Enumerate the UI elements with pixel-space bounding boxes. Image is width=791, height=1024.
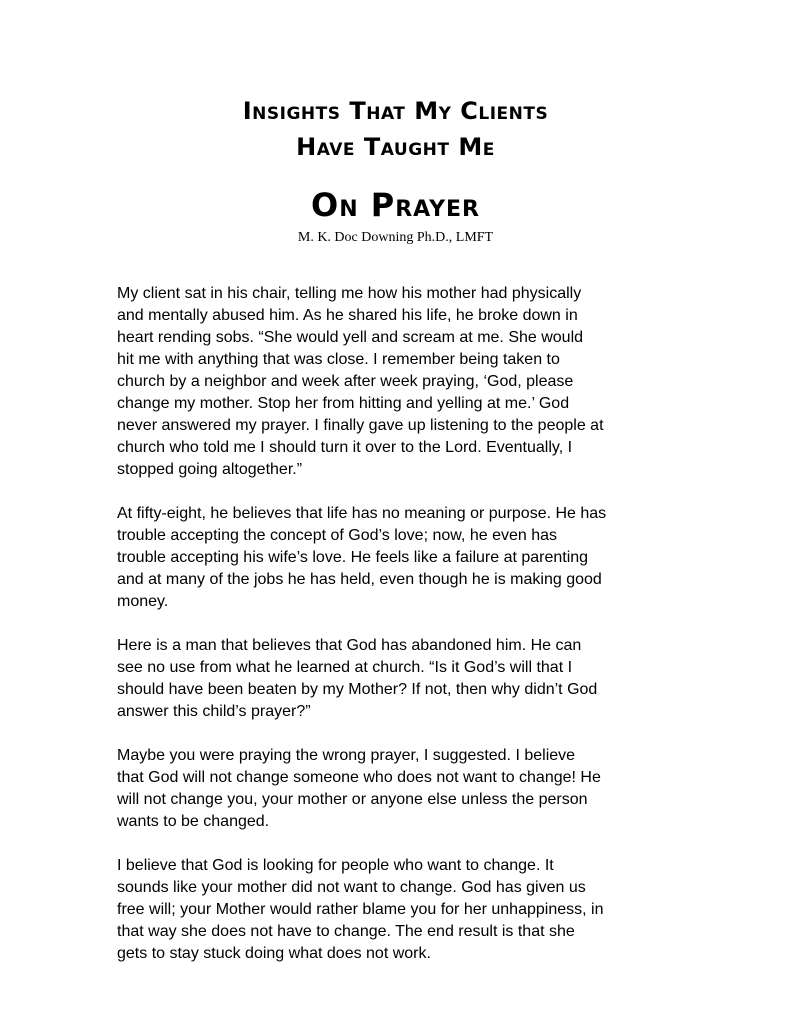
- paragraph-line: Maybe you were praying the wrong prayer, I suggested. I believe: [117, 747, 576, 764]
- paragraph-line: that way she does not have to change. The end result is that she: [117, 923, 575, 940]
- paragraph-line: Here is a man that believes that God has abandoned him. He can: [117, 637, 582, 654]
- paragraph-line: stopped going altogether.”: [117, 461, 303, 478]
- paragraph-line: money.: [117, 593, 169, 610]
- paragraph-line: gets to stay stuck doing what does not work.: [117, 945, 431, 962]
- paragraph-line: trouble accepting his wife’s love. He feels like a failure at parenting: [117, 549, 589, 566]
- paragraph: [117, 855, 677, 965]
- paragraph-line: church by a neighbor and week after week praying, ‘God, please: [117, 373, 574, 390]
- paragraph-line: At fifty-eight, he believes that life has no meaning or purpose. He has: [117, 505, 607, 522]
- paragraph-line: I believe that God is looking for people who want to change. It: [117, 857, 554, 874]
- paragraph-line: My client sat in his chair, telling me how his mother had physically: [117, 285, 582, 302]
- paragraph-line: change my mother. Stop her from hitting and yelling at me.’ God: [117, 395, 570, 412]
- paragraph-line: trouble accepting the concept of God’s love; now, he even has: [117, 527, 557, 544]
- paragraph-line: that God will not change someone who does not want to change! He: [117, 769, 601, 786]
- paragraph-line: and at many of the jobs he has held, even though he is making good: [117, 571, 602, 588]
- title-line-3: On Prayer: [311, 186, 480, 224]
- paragraph-line: will not change you, your mother or anyone else unless the person: [117, 791, 588, 808]
- paragraph-line: should have been beaten by my Mother? If not, then why didn’t God: [117, 681, 598, 698]
- paragraph: [117, 283, 677, 481]
- paragraph-line: and mentally abused him. As he shared his life, he broke down in: [117, 307, 578, 324]
- paragraph-line: never answered my prayer. I finally gave up listening to the people at: [117, 417, 604, 434]
- body-text: [117, 283, 677, 987]
- paragraph-line: heart rending sobs. “She would yell and scream at me. She would: [117, 329, 584, 346]
- paragraph-line: answer this child’s prayer?”: [117, 703, 311, 720]
- title-line-2: Have Taught Me: [296, 133, 495, 161]
- paragraph-line: hit me with anything that was close. I remember being taken to: [117, 351, 560, 368]
- paragraph: [117, 503, 677, 613]
- paragraph-line: free will; your Mother would rather blame you for her unhappiness, in: [117, 901, 604, 918]
- paragraph: [117, 635, 677, 723]
- paragraph-line: church who told me I should turn it over to the Lord. Eventually, I: [117, 439, 573, 456]
- author-byline: M. K. Doc Downing Ph.D., LMFT: [297, 230, 494, 245]
- title-line-1: Insights That My Clients: [242, 97, 549, 125]
- paragraph-line: see no use from what he learned at church. “Is it God’s will that I: [117, 659, 573, 676]
- paragraph-line: wants to be changed.: [117, 813, 270, 830]
- paragraph-line: sounds like your mother did not want to change. God has given us: [117, 879, 586, 896]
- paragraph: [117, 745, 677, 833]
